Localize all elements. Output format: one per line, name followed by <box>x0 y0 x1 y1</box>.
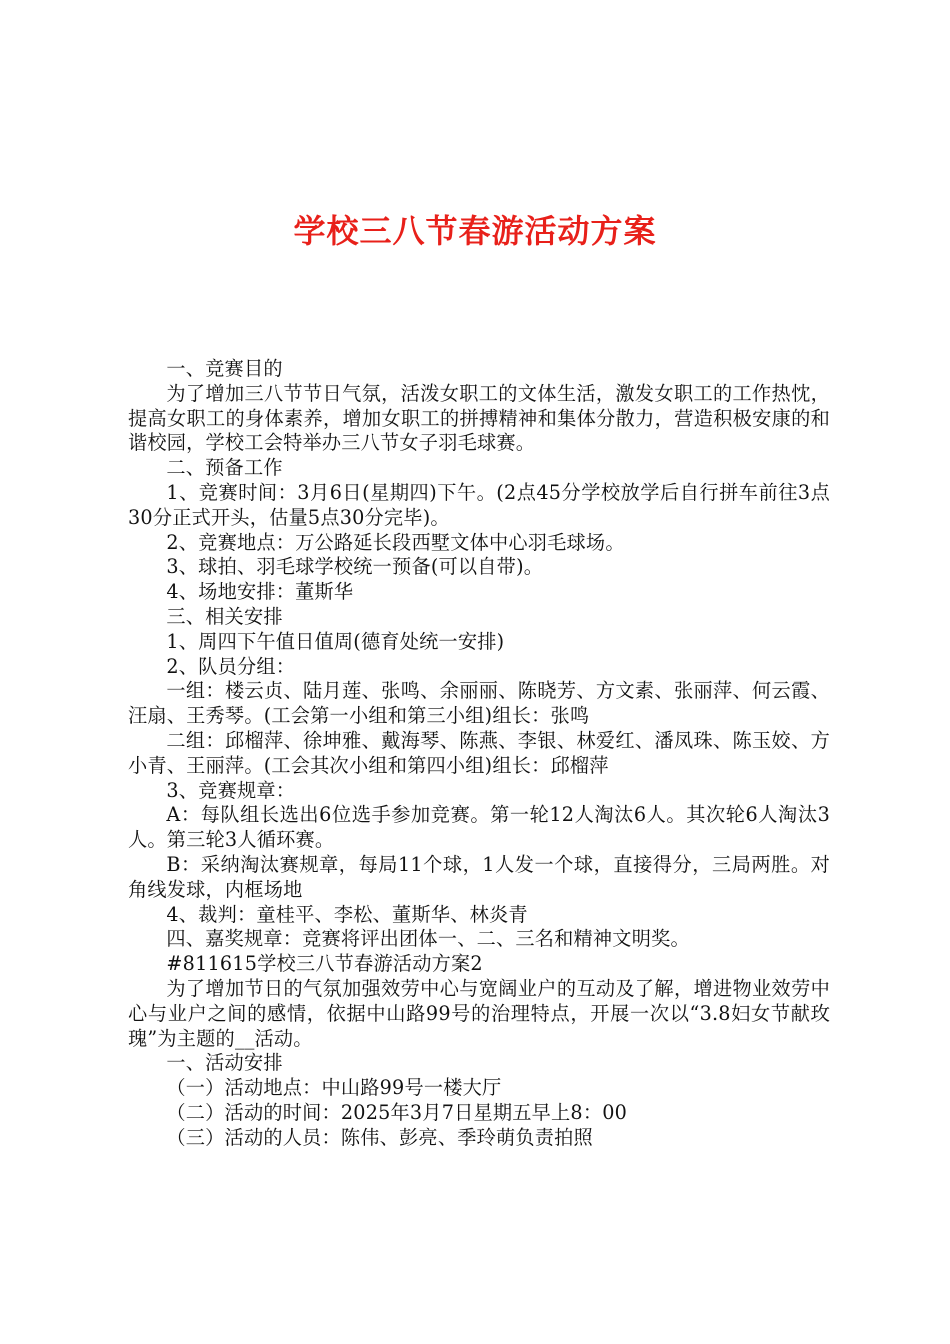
paragraph: 一组：楼云贞、陆月莲、张鸣、余丽丽、陈晓芳、方文素、张丽萍、何云霞、汪扇、王秀琴。(工会第一小组和第三小组)组长：张鸣 <box>128 679 830 728</box>
paragraph: 二组：邱榴萍、徐坤雅、戴海琴、陈燕、李银、林爱红、潘凤珠、陈玉姣、方小青、王丽萍。(工会其次小组和第四小组)组长：邱榴萍 <box>128 728 830 777</box>
document-title: 学校三八节春游活动方案 <box>293 212 657 250</box>
paragraph: 1、竞赛时间：3月6日(星期四)下午。(2点45分学校放学后自行拼车前往3点30分正式开头，估量5点30分完毕)。 <box>128 480 830 529</box>
document-body <box>128 357 830 1151</box>
paragraph: （一）活动地点：中山路99号一楼大厅 <box>166 1076 502 1100</box>
paragraph: 三、相关安排 <box>166 604 283 628</box>
paragraph: 2、竞赛地点：万公路延长段西墅文体中心羽毛球场。 <box>166 530 625 554</box>
paragraph: 3、竞赛规章： <box>166 778 296 802</box>
paragraph: 3、球拍、羽毛球学校统一预备(可以自带)。 <box>166 555 544 579</box>
paragraph: 一、活动安排 <box>166 1051 283 1075</box>
paragraph: 一、竞赛目的 <box>166 357 283 380</box>
paragraph: 1、周四下午值日值周(德育处统一安排) <box>166 629 505 653</box>
paragraph: 二、预备工作 <box>166 456 283 480</box>
paragraph: 4、裁判：童桂平、李松、董斯华、林炎青 <box>166 902 528 926</box>
paragraph: 四、嘉奖规章：竞赛将评出团体一、二、三名和精神文明奖。 <box>166 927 690 951</box>
paragraph: （三）活动的人员：陈伟、彭亮、季玲萌负责拍照 <box>166 1125 593 1149</box>
paragraph: A：每队组长选出6位选手参加竞赛。第一轮12人淘汰6人。其次轮6人淘汰3人。第三轮3人循环赛。 <box>128 803 830 852</box>
paragraph: 为了增加节日的气氛加强效劳中心与宽阔业户的互动及了解，增进物业效劳中心与业户之间的感情，依据中山路99号的治理特点，开展一次以“3.8妇女节献玫瑰”为主题的__活动。 <box>128 976 830 1050</box>
paragraph: 2、队员分组： <box>166 654 296 678</box>
paragraph: 4、场地安排：董斯华 <box>166 580 354 604</box>
paragraph: （二）活动的时间：2025年3月7日星期五早上8：00 <box>166 1100 628 1124</box>
paragraph: #811615学校三八节春游活动方案2 <box>166 952 483 976</box>
paragraph: 为了增加三八节节日气氛，活泼女职工的文体生活，激发女职工的工作热忱，提高女职工的身体素养，增加女职工的拼搏精神和集体分散力，营造积极安康的和谐校园，学校工会特举办三八节女子羽毛球赛。 <box>128 381 830 455</box>
paragraph: B：采纳淘汰赛规章，每局11个球，1人发一个球，直接得分，三局两胜。对角线发球，内框场地 <box>128 852 830 901</box>
